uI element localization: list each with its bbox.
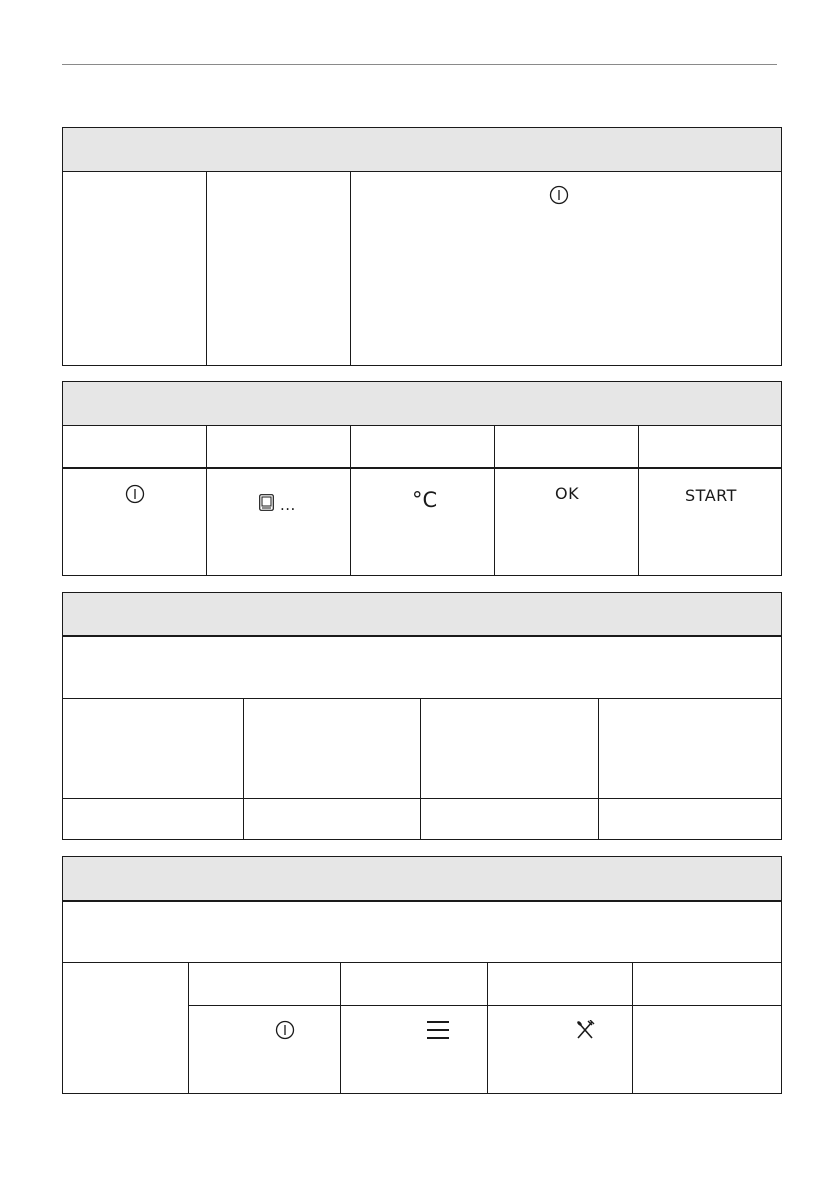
power-icon: [548, 184, 570, 206]
column-divider: [487, 962, 488, 1093]
column-divider: [340, 962, 341, 1093]
row-divider: [63, 798, 781, 799]
cutlery-icon: [574, 1019, 596, 1041]
ok-key-label: OK: [555, 484, 580, 503]
column-divider: [206, 172, 207, 365]
table-header: [63, 593, 781, 637]
table-section-2: [62, 381, 782, 576]
row-divider: [63, 698, 781, 699]
column-divider: [350, 426, 351, 575]
row-divider: [63, 467, 781, 469]
top-rule: [62, 64, 777, 65]
column-divider: [188, 962, 189, 1093]
column-divider: [420, 698, 421, 839]
table-header: [63, 128, 781, 172]
table-section-1: [62, 127, 782, 366]
power-icon: [274, 1019, 296, 1041]
column-divider: [243, 698, 244, 839]
table-section-4: [62, 856, 782, 1094]
column-divider: [494, 426, 495, 575]
table-header: [63, 857, 781, 902]
power-icon: [124, 483, 146, 505]
column-divider: [638, 426, 639, 575]
row-divider: [63, 962, 781, 963]
column-divider: [350, 172, 351, 365]
table-section-3: [62, 592, 782, 840]
ellipsis-text: ...: [280, 496, 296, 514]
menu-icon: [426, 1019, 450, 1041]
column-divider: [632, 962, 633, 1093]
column-divider: [206, 426, 207, 575]
table-header: [63, 382, 781, 426]
start-key-label: START: [685, 486, 737, 505]
temperature-icon: °C: [412, 488, 438, 512]
oven-display-icon: [258, 493, 274, 511]
row-divider: [188, 1005, 781, 1006]
column-divider: [598, 698, 599, 839]
